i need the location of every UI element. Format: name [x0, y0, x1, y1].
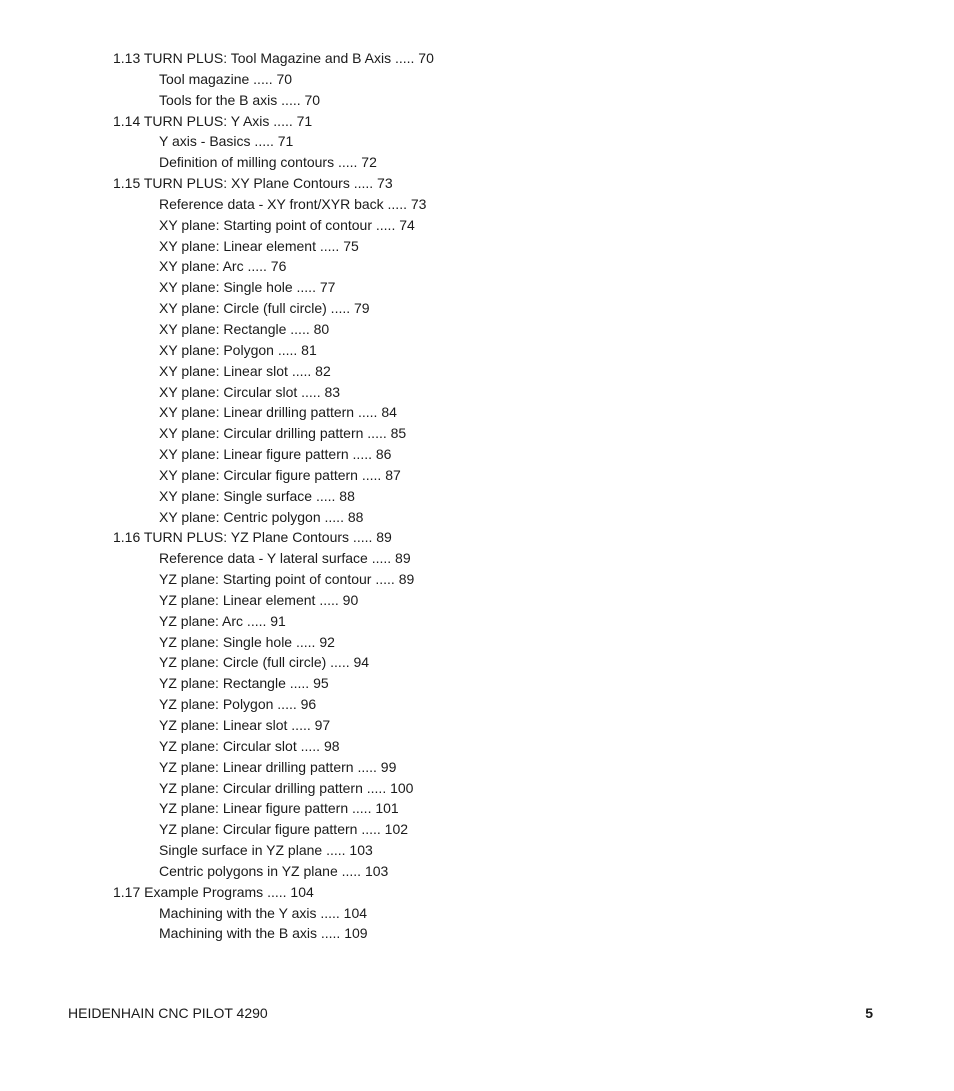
toc-subsection-entry[interactable]: XY plane: Rectangle ..... 80 [159, 320, 330, 337]
toc-subsection-entry[interactable]: XY plane: Linear drilling pattern ..... 84 [159, 404, 397, 421]
toc-subsection-entry[interactable]: Definition of milling contours ..... 72 [159, 154, 377, 171]
toc-subsection-entry[interactable]: Single surface in YZ plane ..... 103 [159, 842, 373, 859]
toc-subsection-entry[interactable]: XY plane: Circular figure pattern ..... 87 [159, 466, 401, 483]
toc-subsection-entry[interactable]: XY plane: Linear slot ..... 82 [159, 362, 331, 379]
toc-subsection-entry[interactable]: XY plane: Starting point of contour ..... 74 [159, 216, 415, 233]
toc-subsection-entry[interactable]: YZ plane: Linear drilling pattern ..... 99 [159, 758, 397, 775]
toc-subsection-entry[interactable]: XY plane: Circle (full circle) ..... 79 [159, 300, 370, 317]
toc-section-entry[interactable]: 1.14 TURN PLUS: Y Axis ..... 71 [113, 112, 313, 129]
toc-subsection-entry[interactable]: YZ plane: Circular slot ..... 98 [159, 737, 340, 754]
toc-subsection-entry[interactable]: XY plane: Polygon ..... 81 [159, 341, 317, 358]
toc-subsection-entry[interactable]: YZ plane: Linear slot ..... 97 [159, 717, 331, 733]
toc-subsection-entry[interactable]: Reference data - Y lateral surface ..... 89 [159, 550, 411, 567]
toc-subsection-entry[interactable]: YZ plane: Polygon ..... 96 [159, 696, 317, 713]
toc-subsection-entry[interactable]: YZ plane: Circular figure pattern ..... 102 [159, 821, 409, 838]
toc-subsection-entry[interactable]: YZ plane: Circle (full circle) ..... 94 [159, 654, 370, 671]
toc-subsection-entry[interactable]: XY plane: Linear element ..... 75 [159, 237, 359, 254]
toc-subsection-entry[interactable]: YZ plane: Starting point of contour ..... 89 [159, 571, 415, 588]
toc-section-entry[interactable]: 1.16 TURN PLUS: YZ Plane Contours ..... 89 [113, 529, 392, 546]
toc-subsection-entry[interactable]: YZ plane: Linear element ..... 90 [159, 591, 359, 608]
toc-subsection-entry[interactable]: XY plane: Arc ..... 76 [159, 258, 287, 275]
table-of-contents [113, 48, 873, 944]
toc-section-entry[interactable]: 1.17 Example Programs ..... 104 [113, 883, 314, 900]
toc-subsection-entry[interactable]: Machining with the B axis ..... 109 [159, 925, 368, 942]
toc-subsection-entry[interactable]: YZ plane: Rectangle ..... 95 [159, 675, 329, 692]
toc-subsection-entry[interactable]: XY plane: Single surface ..... 88 [159, 487, 355, 504]
toc-subsection-entry[interactable]: Centric polygons in YZ plane ..... 103 [159, 862, 389, 879]
page-number: 5 [865, 1005, 873, 1021]
page-footer [68, 1003, 873, 1023]
toc-subsection-entry[interactable]: YZ plane: Linear figure pattern ..... 101 [159, 800, 399, 817]
toc-subsection-entry[interactable]: Tool magazine ..... 70 [159, 70, 293, 87]
toc-subsection-entry[interactable]: Reference data - XY front/XYR back ..... 73 [159, 195, 427, 212]
toc-subsection-entry[interactable]: Y axis - Basics ..... 71 [159, 133, 294, 150]
toc-subsection-entry[interactable]: XY plane: Circular drilling pattern ..... 85 [159, 425, 407, 442]
toc-subsection-entry[interactable]: Machining with the Y axis ..... 104 [159, 904, 368, 921]
toc-section-entry[interactable]: 1.15 TURN PLUS: XY Plane Contours ..... 73 [113, 175, 393, 192]
toc-subsection-entry[interactable]: XY plane: Centric polygon ..... 88 [159, 508, 364, 525]
toc-subsection-entry[interactable]: Tools for the B axis ..... 70 [159, 91, 321, 108]
toc-subsection-entry[interactable]: XY plane: Single hole ..... 77 [159, 279, 336, 296]
toc-subsection-entry[interactable]: XY plane: Circular slot ..... 83 [159, 383, 341, 400]
toc-subsection-entry[interactable]: YZ plane: Arc ..... 91 [159, 612, 286, 629]
toc-section-entry[interactable]: 1.13 TURN PLUS: Tool Magazine and B Axis ..... 70 [113, 50, 434, 66]
toc-subsection-entry[interactable]: XY plane: Linear figure pattern ..... 86 [159, 446, 392, 463]
toc-subsection-entry[interactable]: YZ plane: Circular drilling pattern ..... 100 [159, 779, 414, 796]
toc-subsection-entry[interactable]: YZ plane: Single hole ..... 92 [159, 633, 335, 650]
footer-title: HEIDENHAIN CNC PILOT 4290 [68, 1005, 268, 1021]
